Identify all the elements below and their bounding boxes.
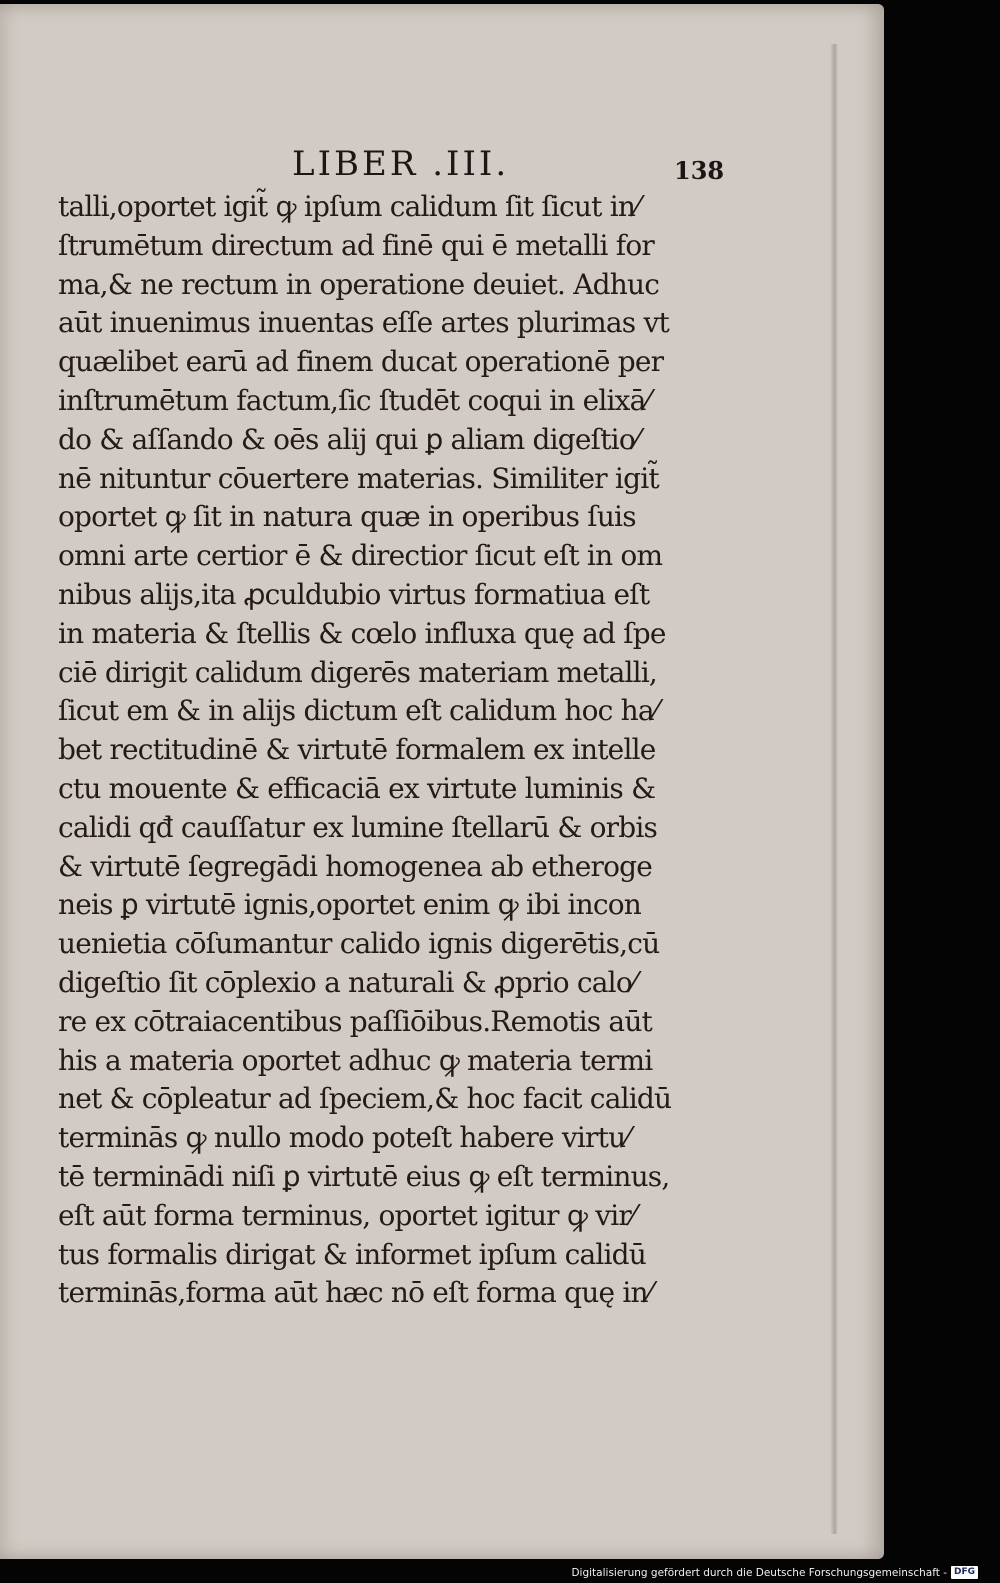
text-line: digeſtio ſit cōplexio a naturali & ꝓprio calo⁄ bbox=[58, 965, 636, 999]
text-line: tē terminādi niſi ꝑ virtutē eius ꝙ eſt terminus, bbox=[58, 1159, 670, 1193]
text-line: aūt inuenimus inuentas eſſe artes plurimas vt bbox=[58, 306, 669, 340]
running-head bbox=[0, 144, 884, 194]
text-line: net & cōpleatur ad ſpeciem,& hoc facit calidū bbox=[58, 1082, 672, 1116]
text-line: re ex cōtraiacentibus paſſiōibus.Remotis aūt bbox=[58, 1004, 653, 1038]
text-line: inſtrumētum factum,ſic ſtudēt coqui in elixā⁄ bbox=[58, 383, 650, 417]
text-line: ſtrumētum directum ad finē qui ē metalli for bbox=[58, 228, 655, 262]
text-line: ſicut em & in alijs dictum eſt calidum hoc ha⁄ bbox=[58, 694, 658, 728]
text-line: quælibet earū ad finem ducat operationē per bbox=[58, 345, 664, 379]
text-line: neis ꝑ virtutē ignis,oportet enim ꝙ ibi incon bbox=[58, 888, 642, 922]
text-line: omni arte certior ē & directior ſicut eſt in om bbox=[58, 539, 663, 573]
text-line: in materia & ſtellis & cœlo influxa quę ad ſpe bbox=[58, 616, 666, 650]
digitization-credit bbox=[571, 1566, 978, 1579]
text-line: calidi qđ cauſſatur ex lumine ſtellarū & orbis bbox=[58, 810, 658, 844]
text-line: do & aſſando & oēs alij qui ꝑ aliam digeſtio⁄ bbox=[58, 422, 639, 456]
dfg-logo: DFG bbox=[951, 1566, 978, 1579]
running-title: LIBER .III. bbox=[292, 144, 510, 184]
book-page bbox=[0, 4, 884, 1559]
text-line: bet rectitudinē & virtutē formalem ex intelle bbox=[58, 733, 656, 767]
text-line: uenietia cōſumantur calido ignis digerētis,cū bbox=[58, 927, 660, 961]
text-line: & virtutē ſegregādi homogenea ab etheroge bbox=[58, 849, 653, 883]
text-line: his a materia oportet adhuc ꝙ materia termi bbox=[58, 1043, 653, 1077]
text-line: nē nituntur cōuertere materias. Similiter igit̃ bbox=[58, 461, 659, 495]
folio-number: 138 bbox=[674, 156, 725, 185]
body-text bbox=[58, 188, 728, 1313]
text-line: tus formalis dirigat & informet ipſum calidū bbox=[58, 1237, 647, 1271]
text-line: ctu mouente & efficaciā ex virtute luminis & bbox=[58, 771, 656, 805]
text-line: terminās,forma aūt hæc nō eſt forma quę in⁄ bbox=[58, 1276, 652, 1310]
page-fold-shadow bbox=[830, 44, 838, 1534]
text-line: eſt aūt forma terminus, oportet igitur ꝙ vir⁄ bbox=[58, 1198, 635, 1232]
text-line: talli,oportet igit̃ ꝙ ipſum calidum ſit ſicut in⁄ bbox=[58, 190, 639, 223]
text-line: oportet ꝙ ſit in natura quæ in operibus ſuis bbox=[58, 500, 636, 534]
text-line: terminās ꝙ nullo modo poteſt habere virtu⁄ bbox=[58, 1121, 630, 1155]
text-line: nibus alijs,ita ꝓculdubio virtus formatiua eſt bbox=[58, 577, 650, 611]
text-line: ciē dirigit calidum digerēs materiam metalli, bbox=[58, 655, 658, 689]
credit-text: Digitalisierung gefördert durch die Deutsche Forschungsgemeinschaft - bbox=[571, 1566, 947, 1579]
text-line: ma,& ne rectum in operatione deuiet. Adhuc bbox=[58, 267, 660, 301]
